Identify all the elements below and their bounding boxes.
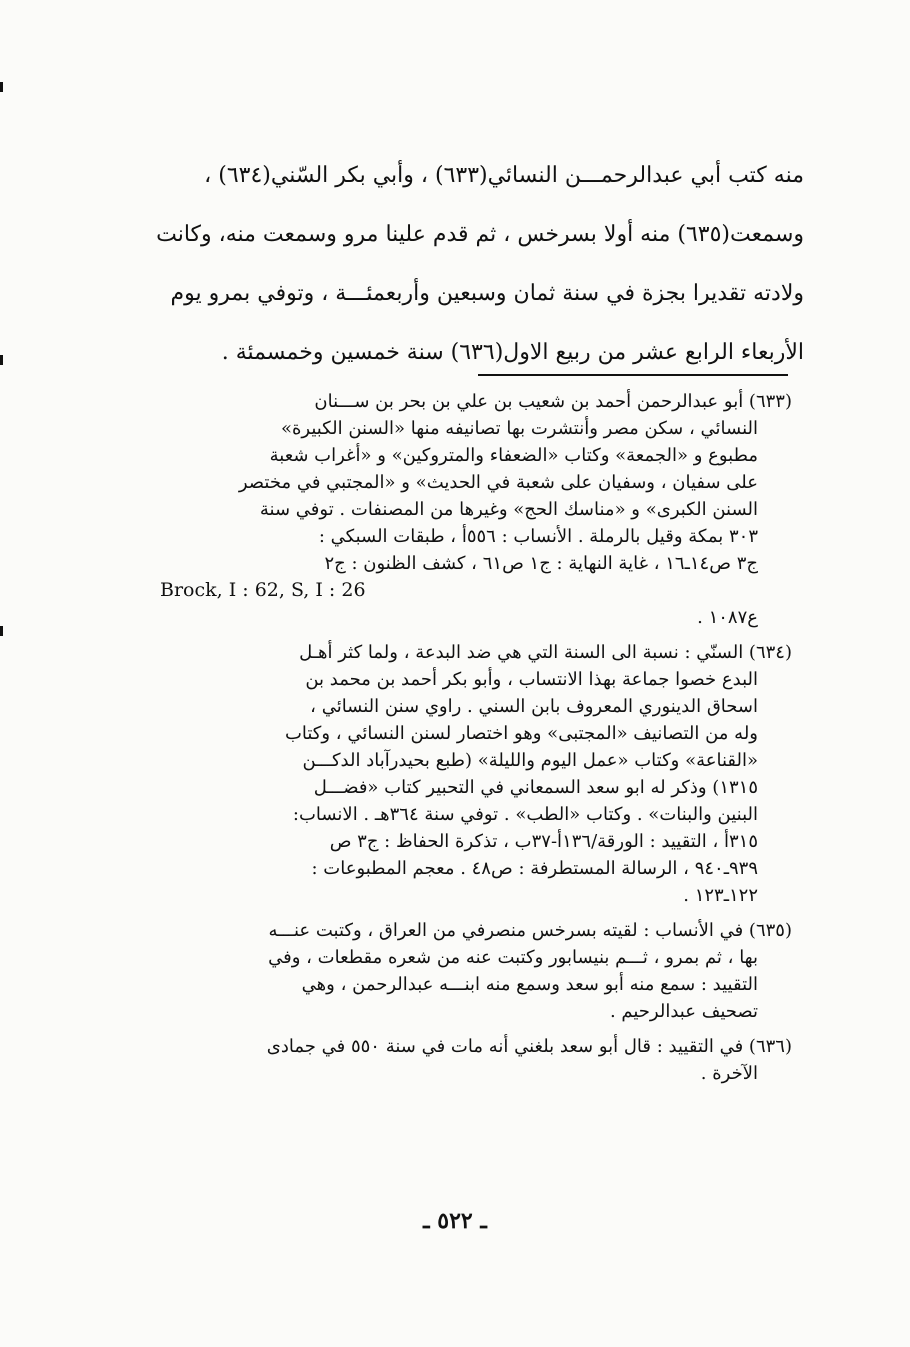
main-text-line: الأربعاء الرابع عشر من ربيع الاول(٦٣٦) سنة خمسين وخمسمئة . [221, 340, 804, 365]
footnote-line: اسحاق الدينوري المعروف بابن السني . راوي سنن النسائي ، [310, 696, 758, 717]
main-text-line: وسمعت(٦٣٥) منه أولا بسرخس ، ثم قدم علينا مرو وسمعت منه، وكانت [156, 222, 804, 247]
footnote-line: النسائي ، سكن مصر وأنتشرت بها تصانيفه منها «السنن الكبيرة» [280, 418, 758, 439]
footnote-line: ٣١٥أ ، التقييد : الورقة/١٣٦أ-٣٧ب ، تذكرة الحفاظ : ج٣ ص [329, 831, 758, 852]
main-text [148, 146, 804, 382]
footnote-line: الآخرة . [700, 1063, 758, 1084]
footnotes [140, 388, 792, 1095]
footnote-line: (٦٣٣) أبو عبدالرحمن أحمد بن شعيب بن علي بن بحر بن ســـنان [314, 391, 792, 412]
footnote-line: ١٣١٥) وذكر له ابو سعد السمعاني في التحبير كتاب «فضـــل [313, 777, 758, 798]
footnote-line: وله من التصانيف «المجتبى» وهو اختصار لسنن النسائي ، وكتاب [284, 723, 758, 744]
footnote-line: ١٢٢ـ١٢٣ . [683, 885, 758, 906]
scan-edge-mark [0, 355, 3, 365]
page-number: ـ ٥٢٢ ـ [423, 1208, 487, 1234]
main-text-line: ولادته تقديرا بجزة في سنة ثمان وسبعين وأربعمئـــة ، وتوفي بمرو يوم [170, 281, 804, 306]
footnote-line: ع١٠٨٧ . [697, 607, 758, 628]
footnote-line: تصحيف عبدالرحيم . [609, 1001, 758, 1022]
scan-edge-mark [0, 82, 3, 92]
footnote-line: البدع خصوا جماعة بهذا الانتساب ، وأبو بكر أحمد بن محمد بن [305, 669, 758, 690]
footnote-633 [140, 388, 792, 631]
footnote-divider [478, 374, 788, 376]
footnote-line: (٦٣٥) في الأنساب : لقيته بسرخس منصرفي من العراق ، وكتبت عنـــه [268, 920, 792, 941]
footnote-line: السنن الكبرى» و «مناسك الحج» وغيرها من المصنفات . توفي سنة [259, 499, 758, 520]
footnote-634 [140, 639, 792, 909]
footnote-line: مطبوع و «الجمعة» وكتاب «الضعفاء والمتروكين» و «أغراب شعبة [269, 445, 758, 466]
footnote-line: ٣٠٣ بمكة وقيل بالرملة . الأنساب : ٥٥٦أ ، طبقات السبكي : [318, 526, 758, 547]
footnote-line: ٩٣٩ـ٩٤٠ ، الرسالة المستطرفة : ص٤٨ . معجم المطبوعات : [311, 858, 758, 879]
footnote-line: التقييد : سمع منه أبو سعد وسمع منه ابنـــه عبدالرحمن ، وهي [301, 974, 758, 995]
scan-edge-mark [0, 626, 3, 636]
footnote-line: ج٣ ص١٤ـ١٦ ، غاية النهاية : ج١ ص٦١ ، كشف الظنون : ج٢ [324, 553, 758, 574]
footnote-line-latin: Brock, I : 62, S, I : 26 [160, 579, 366, 601]
footnote-line: على سفيان ، وسفيان على شعبة في الحديث» و «المجتبي في مختصر [238, 472, 758, 493]
footnote-line: بها ، ثم بمرو ، ثـــم بنيسابور وكتبت عنه من شعره مقطعات ، وفي [268, 947, 758, 968]
footnote-635 [140, 917, 792, 1025]
footnote-line: (٦٣٤) السنّي : نسبة الى السنة التي هي ضد البدعة ، ولما كثر أهـل [299, 642, 792, 663]
footnote-line: البنين والبنات» . وكتاب «الطب» . توفي سنة ٣٦٤هـ . الانساب: [292, 804, 758, 825]
footnote-636 [140, 1033, 792, 1087]
footnote-line: (٦٣٦) في التقييد : قال أبو سعد بلغني أنه مات في سنة ٥٥٠ في جمادى [266, 1036, 792, 1057]
main-text-line: منه كتب أبي عبدالرحمـــن النسائي(٦٣٣) ، وأبي بكر السّني(٦٣٤) ، [204, 163, 804, 188]
footnote-line: «القناعة» وكتاب «عمل اليوم والليلة» (طبع بحيدرآباد الدكـــن [302, 750, 758, 771]
